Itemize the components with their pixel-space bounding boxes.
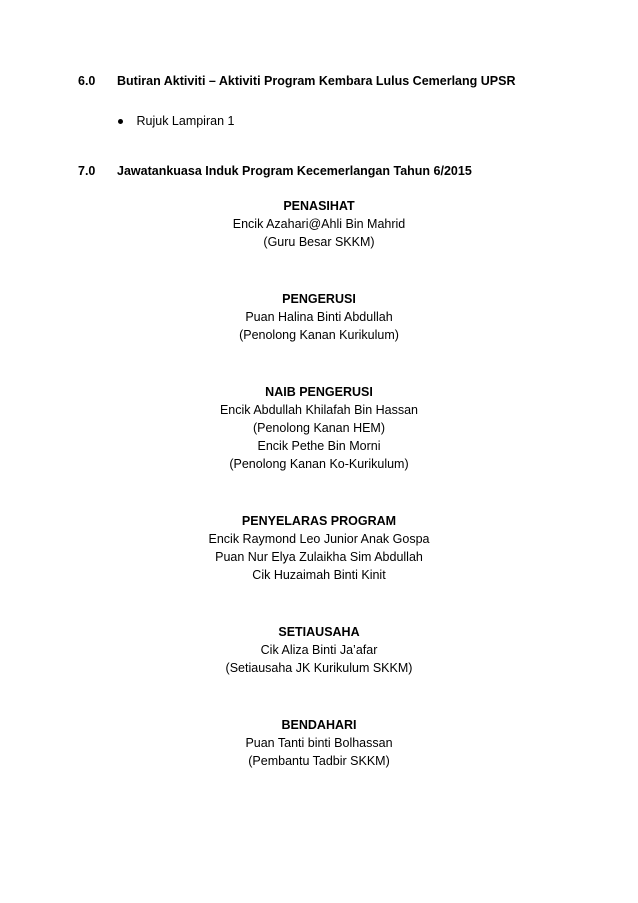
committee-group-naib-pengerusi — [0, 383, 638, 473]
committee-role: BENDAHARI — [281, 718, 357, 732]
committee-member: Encik Pethe Bin Morni — [257, 439, 381, 453]
section-number: 7.0 — [78, 164, 96, 178]
committee-role: PENASIHAT — [283, 199, 355, 213]
committee-member-title: (Guru Besar SKKM) — [263, 235, 375, 249]
committee-member: Puan Halina Binti Abdullah — [245, 310, 393, 324]
committee-role: SETIAUSAHA — [278, 625, 360, 639]
committee-member: Puan Tanti binti Bolhassan — [245, 736, 393, 750]
committee-member-title: (Setiausaha JK Kurikulum SKKM) — [225, 661, 413, 675]
committee-group-penyelaras-program — [0, 512, 638, 584]
committee-member: Cik Huzaimah Binti Kinit — [252, 568, 386, 582]
committee-member: Encik Raymond Leo Junior Anak Gospa — [208, 532, 430, 546]
committee-member: Encik Abdullah Khilafah Bin Hassan — [219, 403, 419, 417]
committee-role: PENYELARAS PROGRAM — [241, 514, 397, 528]
bullet-icon — [118, 119, 123, 124]
committee-member-title: (Penolong Kanan Kurikulum) — [239, 328, 399, 342]
section-number: 6.0 — [78, 74, 96, 88]
committee-member-title: (Pembantu Tadbir SKKM) — [248, 754, 390, 768]
section-title: Jawatankuasa Induk Program Kecemerlangan Tahun 6/2015 — [117, 164, 472, 178]
list-item-text: Rujuk Lampiran 1 — [136, 114, 235, 128]
committee-member-title: (Penolong Kanan HEM) — [252, 421, 386, 435]
committee-group-penasihat — [0, 197, 638, 251]
committee-member: Cik Aliza Binti Ja’afar — [260, 643, 378, 657]
committee-role: NAIB PENGERUSI — [265, 385, 373, 399]
committee-group-pengerusi — [0, 290, 638, 344]
list-item — [117, 114, 234, 128]
committee-member-title: (Penolong Kanan Ko-Kurikulum) — [229, 457, 409, 471]
committee-group-setiausaha — [0, 623, 638, 677]
committee-role: PENGERUSI — [282, 292, 356, 306]
committee-list — [0, 197, 638, 770]
section-title: Butiran Aktiviti – Aktiviti Program Kembara Lulus Cemerlang UPSR — [117, 74, 516, 88]
committee-group-bendahari — [0, 716, 638, 770]
committee-member: Puan Nur Elya Zulaikha Sim Abdullah — [215, 550, 423, 564]
committee-member: Encik Azahari@Ahli Bin Mahrid — [232, 217, 406, 231]
